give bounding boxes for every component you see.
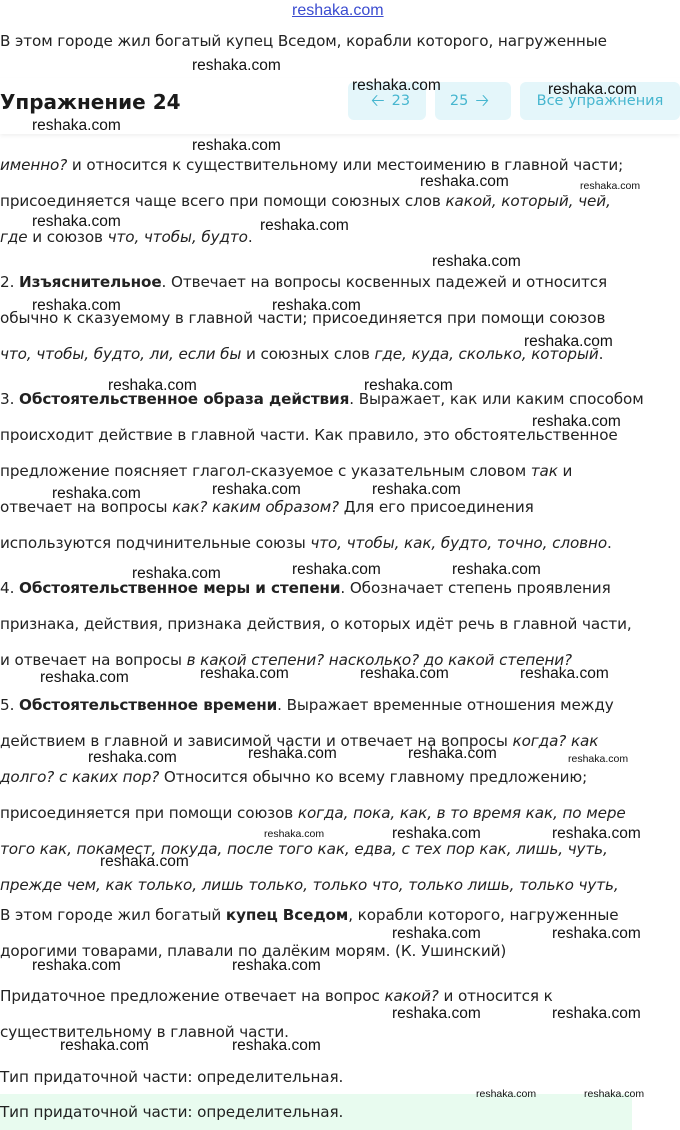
watermark: reshaka.com — [392, 825, 481, 842]
arrow-right-icon: 🡢 — [475, 91, 490, 111]
italic-example: когда? как — [512, 732, 599, 750]
watermark: reshaka.com — [552, 825, 641, 842]
italic-example: именно? — [0, 156, 68, 174]
watermark: reshaka.com — [432, 253, 521, 270]
text-segment: 2. — [0, 273, 20, 291]
watermark: reshaka.com — [260, 217, 349, 234]
text-line — [0, 389, 644, 409]
watermark: reshaka.com — [264, 828, 325, 840]
text-segment: Тип придаточной части: определительная. — [0, 1103, 344, 1121]
arrow-left-icon: 🡠 — [370, 91, 385, 111]
italic-example: что, чтобы, будто — [107, 228, 248, 246]
text-segment: Тип придаточной части: определительная. — [0, 1068, 344, 1086]
text-segment: 3. — [0, 390, 20, 408]
prev-exercise-label: 23 — [391, 93, 411, 109]
watermark: reshaka.com — [212, 481, 301, 498]
text-line — [0, 425, 618, 445]
watermark: reshaka.com — [584, 1088, 645, 1100]
watermark: reshaka.com — [408, 745, 497, 762]
text-segment: . — [598, 345, 604, 363]
text-segment: . Обозначает степень проявления — [340, 579, 611, 597]
italic-example: того как, покамест, покуда, после того как, едва, с тех пор как, лишь, чуть, — [0, 840, 608, 858]
watermark: reshaka.com — [548, 81, 637, 98]
text-line — [0, 533, 612, 553]
text-segment: существительному в главной части. — [0, 1023, 289, 1041]
watermark: reshaka.com — [452, 561, 541, 578]
text-line — [0, 986, 553, 1006]
text-line — [0, 272, 607, 292]
text-line — [0, 191, 611, 211]
watermark: reshaka.com — [60, 1037, 149, 1054]
bold-term: Обстоятельственное образа действия — [19, 390, 350, 408]
text-segment: действием в главной и зависимой части и отвечает на вопросы — [0, 732, 513, 750]
text-line — [0, 767, 587, 787]
bold-term: купец Вседом — [225, 906, 349, 924]
text-line — [0, 578, 611, 598]
text-segment: 5. — [0, 696, 20, 714]
text-line — [0, 155, 623, 175]
next-exercise-label: 25 — [449, 93, 469, 109]
watermark: reshaka.com — [100, 853, 189, 870]
text-line — [0, 461, 572, 481]
italic-example: что, чтобы, будто, ли, если бы — [0, 345, 242, 363]
watermark: reshaka.com — [108, 377, 197, 394]
text-line — [0, 875, 619, 895]
watermark: reshaka.com — [476, 1088, 537, 1100]
watermark: reshaka.com — [524, 333, 613, 350]
text-segment: присоединяется при помощи союзов — [0, 804, 298, 822]
text-segment: и относится к — [438, 987, 553, 1005]
text-segment: . Выражает временные отношения между — [277, 696, 614, 714]
text-segment: используются подчинительные союзы — [0, 534, 311, 552]
text-line — [0, 614, 632, 634]
watermark: reshaka.com — [232, 1037, 321, 1054]
text-segment: Для его присоединения — [339, 498, 534, 516]
text-segment: отвечает на вопросы — [0, 498, 173, 516]
italic-example: какой, который, чей, — [445, 192, 611, 210]
text-segment: обычно к сказуемому в главной части; присоединяется при помощи союзов — [0, 309, 606, 327]
text-segment: . Выражает, как или каким способом — [349, 390, 644, 408]
watermark: reshaka.com — [292, 561, 381, 578]
watermark: reshaka.com — [192, 57, 281, 74]
text-line — [0, 905, 618, 925]
text-segment: присоединяется чаще всего при помощи союзных слов — [0, 192, 446, 210]
watermark: reshaka.com — [520, 665, 609, 682]
italic-example: где, куда, сколько, который — [374, 345, 599, 363]
all-exercises-label: Все упражнения — [536, 93, 664, 109]
watermark: reshaka.com — [372, 481, 461, 498]
text-segment: В этом городе жил богатый купец Вседом, корабли которого, нагруженные — [0, 32, 607, 50]
italic-example: прежде чем, как только, лишь только, только что, только лишь, только чуть, — [0, 876, 619, 894]
text-segment: 4. — [0, 579, 20, 597]
italic-example: как? каким образом? — [172, 498, 340, 516]
watermark: reshaka.com — [232, 957, 321, 974]
italic-example: какой? — [384, 987, 439, 1005]
watermark: reshaka.com — [568, 753, 629, 765]
text-segment: и союзных слов — [241, 345, 375, 363]
watermark: reshaka.com — [52, 485, 141, 502]
answer-text — [0, 1102, 343, 1122]
watermark: reshaka.com — [552, 925, 641, 942]
text-segment: . Отвечает на вопросы косвенных падежей и относится — [161, 273, 608, 291]
watermark: reshaka.com — [552, 1005, 641, 1022]
watermark: reshaka.com — [532, 413, 621, 430]
text-segment: и союзов — [27, 228, 108, 246]
text-segment: предложение поясняет глагол-сказуемое с указательным словом — [0, 462, 531, 480]
italic-example: где — [0, 228, 28, 246]
italic-example: в какой степени? насколько? до какой степени? — [186, 651, 573, 669]
text-line — [0, 31, 607, 51]
text-segment: , корабли которого, нагруженные — [348, 906, 619, 924]
watermark: reshaka.com — [40, 669, 129, 686]
watermark: reshaka.com — [200, 665, 289, 682]
watermark: reshaka.com — [364, 377, 453, 394]
italic-example: что, чтобы, как, будто, точно, словно — [310, 534, 608, 552]
text-segment: и — [557, 462, 573, 480]
page-title: Упражнение 24 — [0, 90, 181, 114]
watermark: reshaka.com — [32, 297, 121, 314]
watermark: reshaka.com — [392, 1005, 481, 1022]
text-segment: и относится к существительному или местоимению в главной части; — [67, 156, 624, 174]
text-line — [0, 695, 614, 715]
text-segment: В этом городе жил богатый — [0, 906, 226, 924]
text-segment: . — [607, 534, 612, 552]
watermark: reshaka.com — [360, 665, 449, 682]
watermark: reshaka.com — [392, 925, 481, 942]
watermark: reshaka.com — [272, 297, 361, 314]
text-segment: дорогими товарами, плавали по далёким морям. (К. Ушинский) — [0, 942, 507, 960]
watermark: reshaka.com — [32, 957, 121, 974]
italic-example: так — [530, 462, 558, 480]
watermark: reshaka.com — [132, 565, 221, 582]
text-line — [0, 803, 626, 823]
watermark: reshaka.com — [88, 749, 177, 766]
bold-term: Обстоятельственное меры и степени — [19, 579, 341, 597]
watermark: reshaka.com — [32, 117, 121, 134]
watermark: reshaka.com — [352, 77, 441, 94]
text-line — [0, 1067, 343, 1087]
text-segment: . — [247, 228, 253, 246]
bold-term: Обстоятельственное времени — [19, 696, 278, 714]
next-exercise-button[interactable] — [435, 82, 511, 120]
text-segment: Относится обычно ко всему главному предложению; — [159, 768, 588, 786]
watermark: reshaka.com — [32, 213, 121, 230]
italic-example: долго? с каких пор? — [0, 768, 160, 786]
watermark: reshaka.com — [192, 137, 281, 154]
text-segment: происходит действие в главной части. Как правило, это обстоятельственное — [0, 426, 618, 444]
watermark: reshaka.com — [248, 745, 337, 762]
italic-example: когда, пока, как, в то время как, по мере — [297, 804, 626, 822]
text-segment: признака, действия, признака действия, о которых идёт речь в главной части, — [0, 615, 632, 633]
watermark: reshaka.com — [420, 173, 509, 190]
watermark-top: reshaka.com — [292, 2, 384, 19]
text-segment: и отвечает на вопросы — [0, 651, 187, 669]
watermark: reshaka.com — [580, 180, 641, 192]
bold-term: Изъяснительное — [19, 273, 162, 291]
text-line — [0, 344, 603, 364]
text-segment: Придаточное предложение отвечает на вопрос — [0, 987, 385, 1005]
